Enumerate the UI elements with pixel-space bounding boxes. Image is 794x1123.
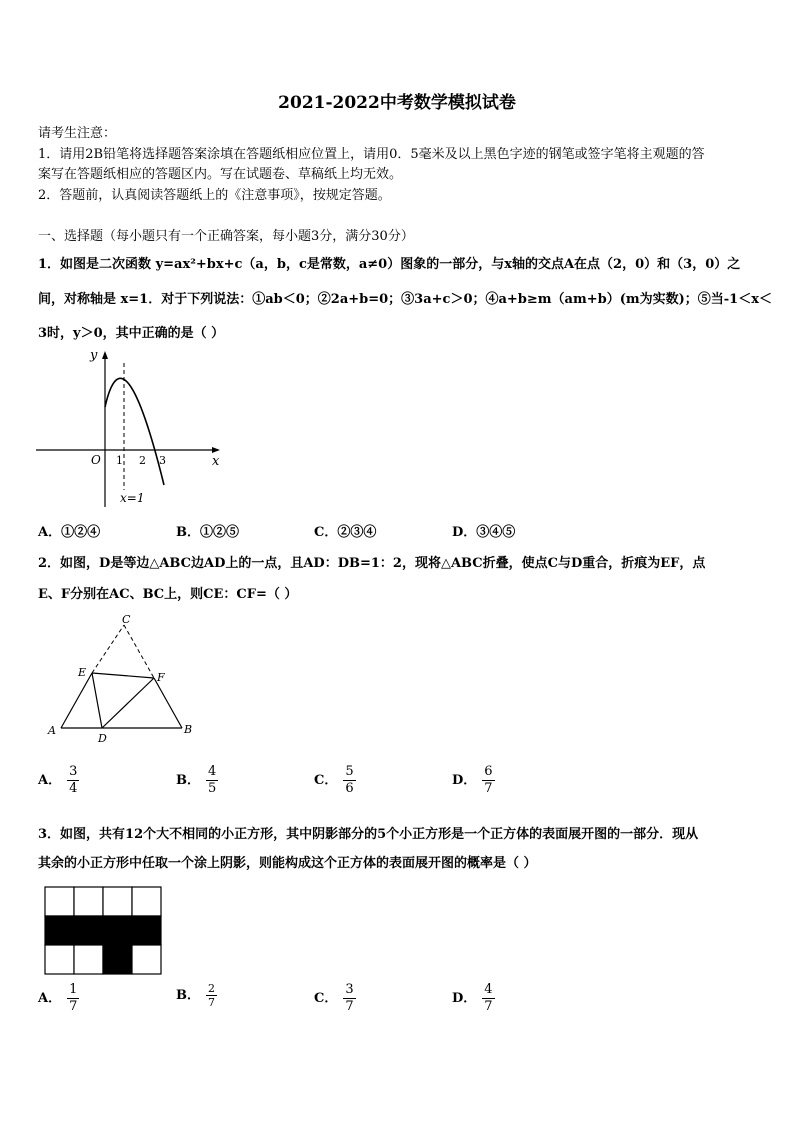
label-e: E: [78, 666, 87, 679]
dashed-cf: [124, 625, 154, 678]
notice-line-1: 1．请用2B铅笔将选择题答案涂填在答题纸相应位置上，请用0．5毫米及以上黑色字迹的钢笔或签字笔将主观题的答: [38, 147, 705, 162]
q3-square-grid: [44, 886, 162, 976]
grid-cell: [45, 887, 74, 916]
parabola-curve: [105, 378, 164, 485]
grid-cell: [45, 945, 74, 974]
q3-option-d[interactable]: D． $\frac{4}{7}$: [452, 982, 493, 1014]
label-a: A: [48, 724, 56, 737]
q1-line-2: 间，对称轴是 x=1．对于下列说法：①ab＜0；②2a+b=0；③3a+c＞0；④a+b≥m（am+b）(m为实数)；⑤当-1＜x＜: [38, 292, 772, 307]
label-d: D: [98, 732, 107, 745]
q3-option-c[interactable]: C． $\frac{3}{7}$: [314, 982, 354, 1014]
q2-option-a[interactable]: A． $\frac{3}{4}$: [38, 764, 78, 796]
segment-fd: [102, 678, 154, 728]
q2-option-d[interactable]: D． $\frac{6}{7}$: [452, 764, 493, 796]
section-heading: 一、选择题（每小题只有一个正确答案，每小题3分，满分30分）: [38, 229, 414, 244]
grid-cell: [132, 887, 161, 916]
q2-line-1: 2．如图，D是等边△ABC边AD上的一点，且AD：DB=1：2，现将△ABC折叠，使点C与D重合，折痕为EF，点: [38, 556, 706, 571]
grid-cell: [74, 887, 103, 916]
segment-ed: [92, 673, 102, 728]
y-axis-arrow: [102, 351, 108, 359]
page-title: 2021-2022中考数学模拟试卷: [278, 93, 516, 113]
grid-cell: [132, 945, 161, 974]
grid-cell-shaded: [132, 916, 161, 945]
x-axis-arrow: [212, 447, 220, 453]
y-axis-label: y: [90, 348, 98, 363]
grid-cell-shaded: [74, 916, 103, 945]
q1-option-b[interactable]: B．①②⑤: [176, 525, 240, 540]
tick-3: 3: [159, 454, 166, 467]
q1-option-c[interactable]: C．②③④: [314, 525, 377, 540]
q3-option-a[interactable]: A． $\frac{1}{7}$: [38, 982, 78, 1014]
q3-line-2: 其余的小正方形中任取一个涂上阴影，则能构成这个正方体的表面展开图的概率是（ ）: [38, 856, 537, 871]
grid-cell: [74, 945, 103, 974]
grid-cell: [103, 887, 132, 916]
side-ae: [61, 673, 92, 728]
grid-cell-shaded: [103, 945, 132, 974]
symmetry-axis-label: x=1: [120, 491, 145, 505]
grid-cell-shaded: [103, 916, 132, 945]
q3-option-b[interactable]: B． $\frac{2}{7}$: [176, 982, 215, 1009]
origin-label: O: [91, 453, 101, 467]
q1-line-3: 3时，y＞0，其中正确的是（ ）: [38, 326, 225, 341]
side-fb: [154, 678, 182, 728]
q2-option-b[interactable]: B． $\frac{4}{5}$: [176, 764, 217, 796]
notice-heading: 请考生注意：: [38, 126, 117, 141]
fold-line-ef: [92, 673, 154, 678]
q2-option-c[interactable]: C． $\frac{5}{6}$: [314, 764, 354, 796]
x-axis-label: x: [212, 454, 220, 469]
grid-cell-shaded: [45, 916, 74, 945]
dashed-ec: [92, 625, 124, 673]
tick-1: 1: [116, 454, 123, 467]
notice-line-2: 案写在答题纸相应的答题区内。写在试题卷、草稿纸上均无效。: [38, 167, 403, 182]
label-b: B: [184, 723, 193, 736]
q3-line-1: 3．如图，共有12个大不相同的小正方形，其中阴影部分的5个小正方形是一个正方体的表面展开图的一部分．现从: [38, 827, 699, 842]
q1-parabola-graph: [36, 345, 226, 510]
q1-option-a[interactable]: A．①②④: [38, 525, 101, 540]
q2-triangle-figure: [44, 610, 204, 745]
label-c: C: [122, 613, 131, 626]
label-f: F: [157, 671, 165, 684]
tick-2: 2: [139, 454, 146, 467]
q1-option-d[interactable]: D．③④⑤: [452, 525, 516, 540]
q2-line-2: E、F分别在AC、BC上，则CE：CF=（ ）: [38, 587, 298, 602]
q1-line-1: 1．如图是二次函数 y=ax²+bx+c（a，b，c是常数，a≠0）图象的一部分，与x轴的交点A在点（2，0）和（3，0）之: [38, 257, 741, 272]
notice-line-3: 2．答题前，认真阅读答题纸上的《注意事项》，按规定答题。: [38, 188, 391, 203]
